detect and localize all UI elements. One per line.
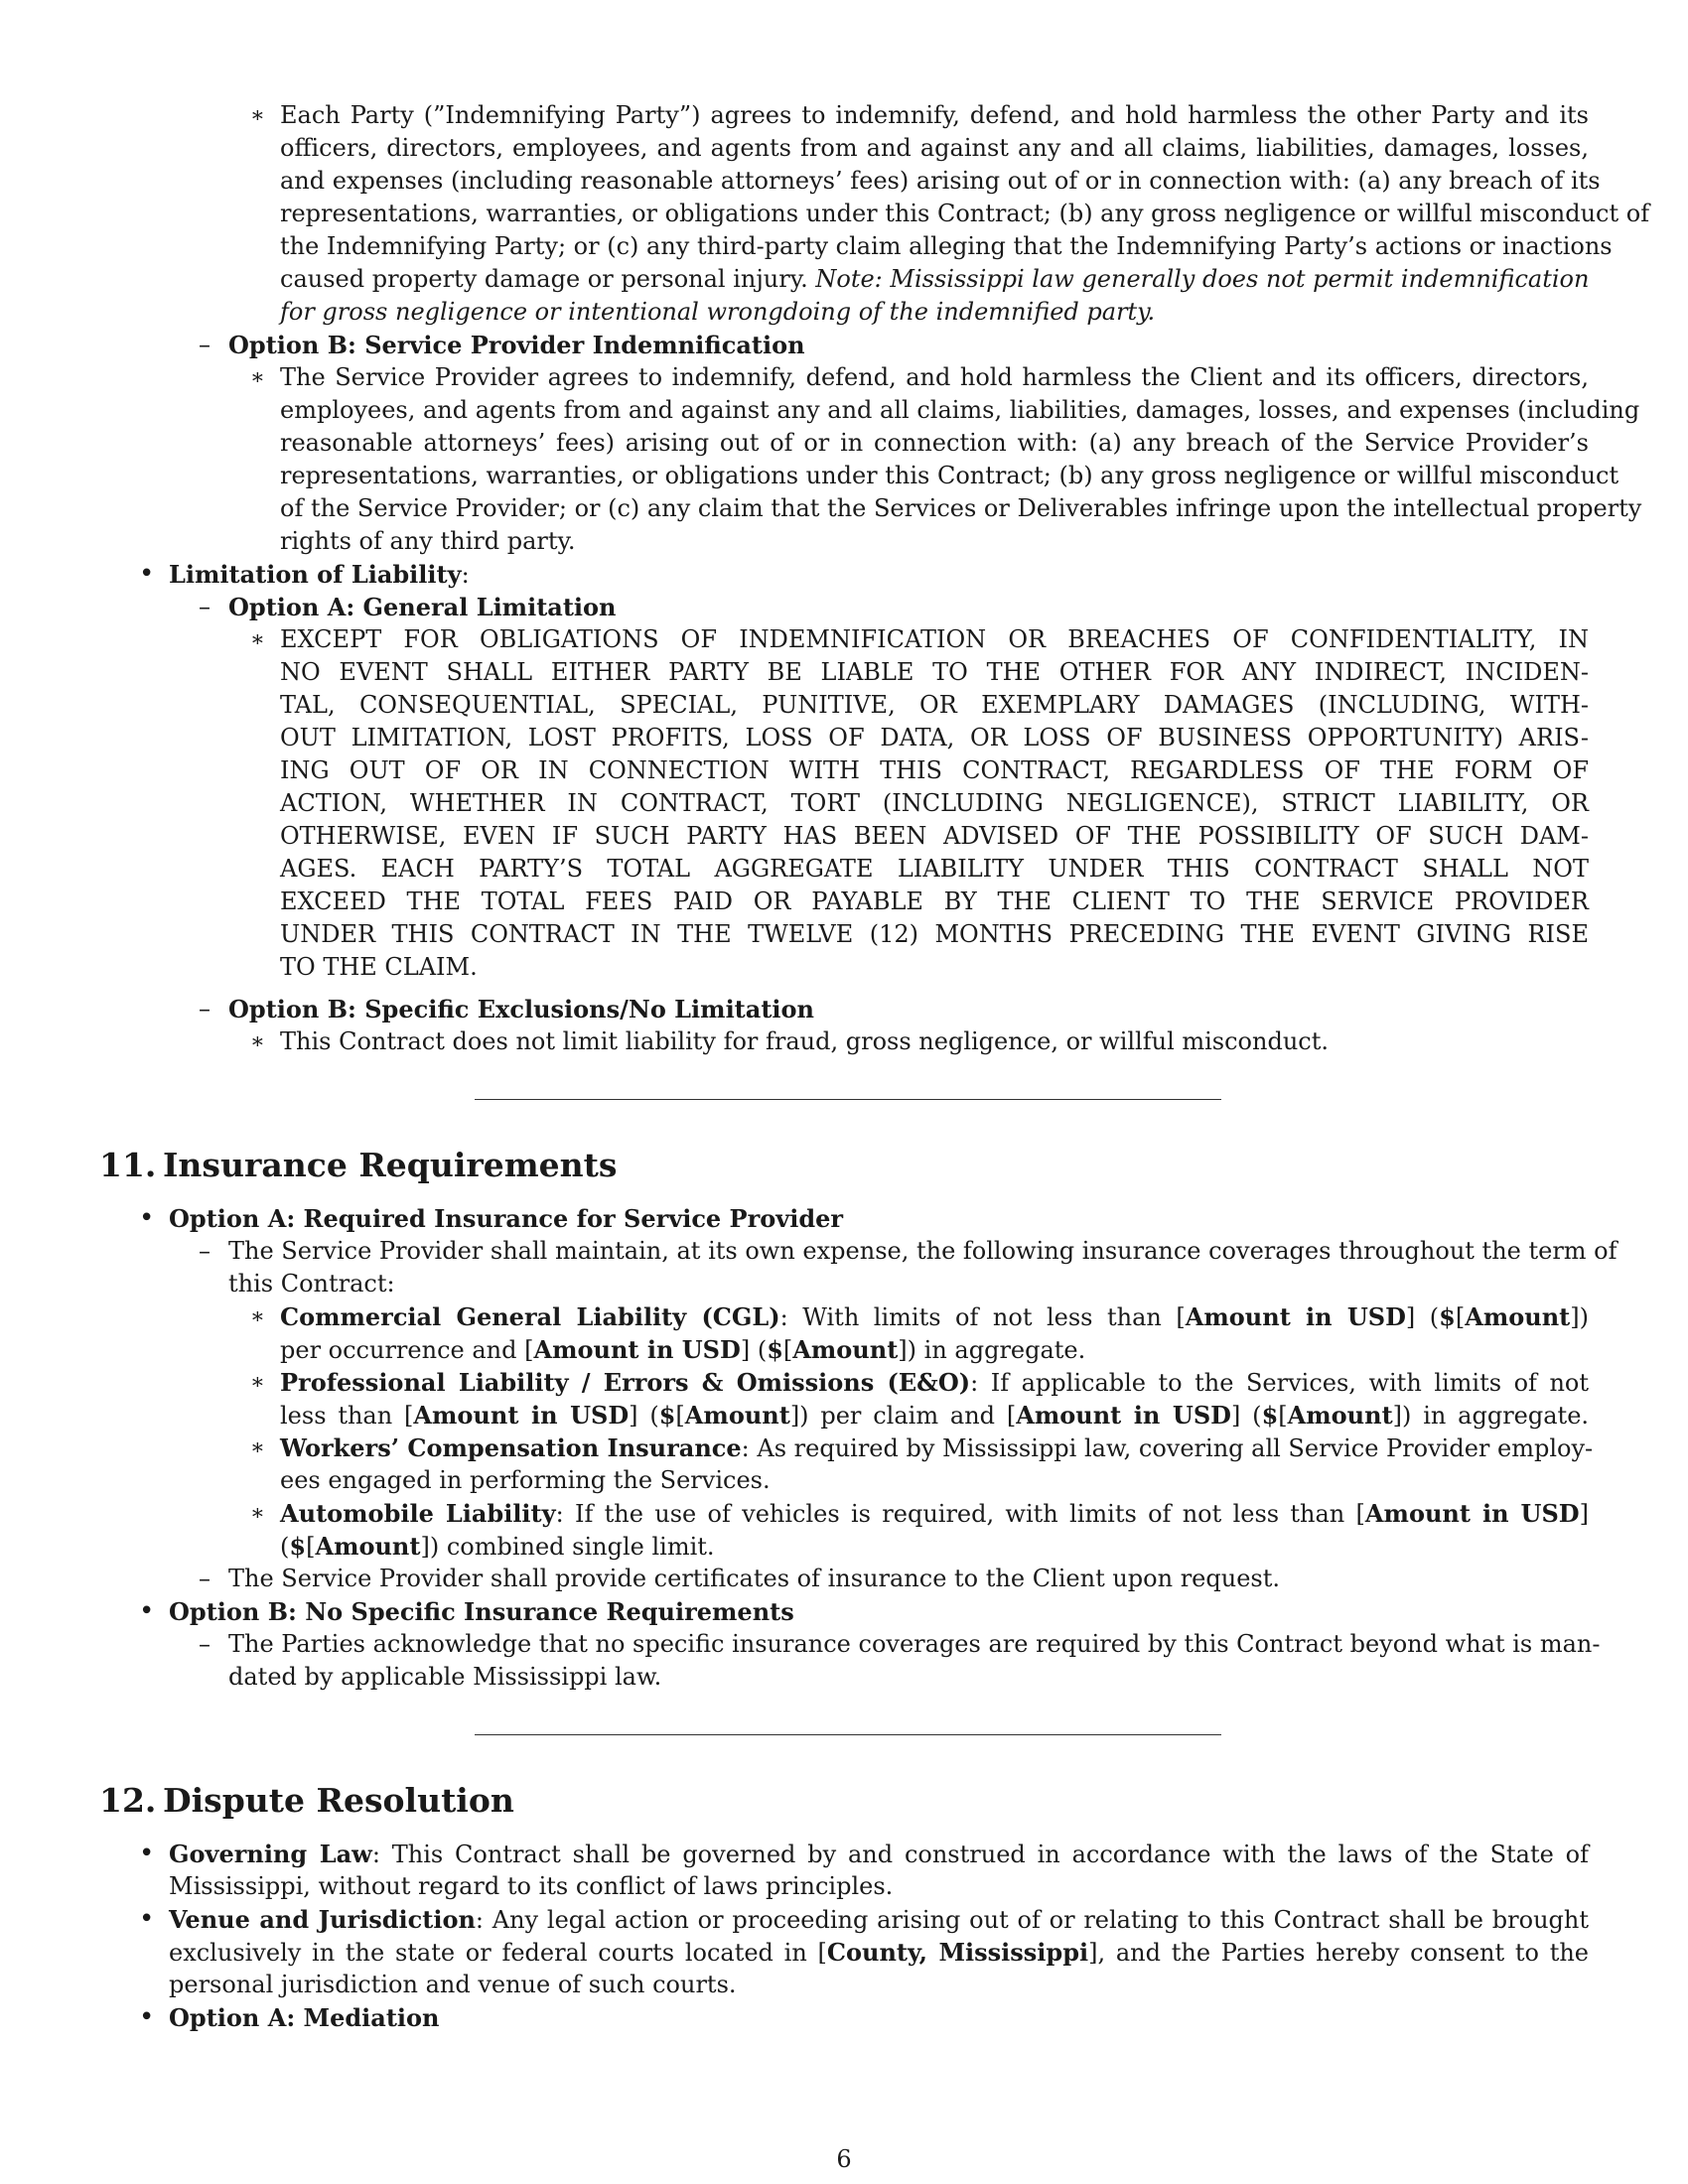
text-line: the Indemnifying Party; or (c) any third-party claim alleging that the Indemnifying Party’s actions or inactions [280,232,1613,260]
text-line: less than [Amount in USD] ($[Amount]) per claim and [Amount in USD] ($[Amount]) in aggregate. [280,1401,1590,1430]
amount-placeholder: Amount [684,1401,790,1430]
amount-placeholder: Amount [1465,1302,1571,1331]
text-line: of the Service Provider; or (c) any claim that the Services or Deliverables infringe upon the intellectual property [280,494,1642,522]
limitation-of-liability-item [139,558,1589,591]
cgl-coverage-item [250,1300,1589,1366]
text-line: Professional Liability / Errors & Omissions (E&O): If applicable to the Services, with limits of not [280,1368,1590,1397]
dash-bullet-icon: – [199,1630,211,1658]
coverage-label: Professional Liability / Errors & Omissions (E&O) [280,1368,971,1397]
text-line: UNDER THIS CONTRACT IN THE TWELVE (12) MONTHS PRECEDING THE EVENT GIVING RISE [280,920,1589,948]
limitation-option-a-heading [199,591,1589,623]
option-heading: Option A: General Limitation [228,593,617,621]
text-line: EXCEPT FOR OBLIGATIONS OF INDEMNIFICATION OR BREACHES OF CONFIDENTIALITY, IN [280,625,1589,653]
asterisk-bullet-icon: ∗ [250,103,265,128]
option-heading: Option B: Service Provider Indemnification [228,331,805,359]
asterisk-bullet-icon: ∗ [250,365,265,390]
mediation-option-item [139,2001,1589,2034]
text-line: dated by applicable Mississippi law. [228,1663,662,1691]
text-line: Workers’ Compensation Insurance: As required by Mississippi law, covering all Service Provider employ- [280,1433,1594,1462]
section-title: Insurance Requirements [163,1146,618,1184]
text-line: This Contract does not limit liability for fraud, gross negligence, or willful misconduct. [280,1027,1329,1055]
service-provider-indemnification-clause [250,361,1642,558]
general-limitation-clause [250,623,1589,984]
amount-placeholder: Amount in USD [1016,1401,1231,1430]
asterisk-bullet-icon: ∗ [250,1435,265,1460]
amount-placeholder: Amount [1287,1401,1393,1430]
text-line: TO THE CLAIM. [280,953,478,981]
amount-placeholder: Amount [315,1532,421,1561]
insurance-option-a-item [139,1202,1589,1235]
governing-law-item [139,1838,1589,1903]
option-heading: Option A: Mediation [169,2003,440,2032]
bullet-dot-icon: • [139,1596,155,1626]
asterisk-bullet-icon: ∗ [250,1304,265,1329]
county-placeholder: County, Mississippi [826,1938,1089,1967]
text-line: The Service Provider shall provide certificates of insurance to the Client upon request. [228,1565,1280,1592]
text-line: Venue and Jurisdiction: Any legal action or proceeding arising out of or relating to this Contract shall be brought [169,1905,1589,1934]
colon: : [461,561,470,589]
text-line: employees, and agents from and against any and all claims, liabilities, damages, losses, and expenses (including [280,396,1640,424]
dash-bullet-icon: – [199,1565,211,1592]
amount-placeholder: Amount in USD [1364,1499,1580,1528]
section-divider [475,1734,1221,1735]
text-line: and expenses (including reasonable attorneys’ fees) arising out of or in connection with: (a) any breach of its [280,167,1601,195]
text-line: per occurrence and [Amount in USD] ($[Amount]) in aggregate. [280,1335,1086,1364]
text-line: ($[Amount]) combined single limit. [280,1532,715,1561]
text-line: ees engaged in performing the Services. [280,1466,771,1494]
dash-bullet-icon: – [199,593,211,620]
asterisk-bullet-icon: ∗ [250,1501,265,1526]
coverage-label: Commercial General Liability (CGL) [280,1302,780,1331]
text-line: Automobile Liability: If the use of vehicles is required, with limits of not less than [Amount in USD] [280,1499,1589,1528]
text-line: ING OUT OF OR IN CONNECTION WITH THIS CONTRACT, REGARDLESS OF THE FORM OF [280,756,1589,784]
coverage-label: Automobile Liability [280,1499,556,1528]
text-line: exclusively in the state or federal courts located in [County, Mississippi], and the Parties hereby consent to the [169,1938,1590,1967]
text-line: representations, warranties, or obligations under this Contract; (b) any gross negligence or willful misconduct of [280,200,1650,227]
mutual-indemnification-clause [250,99,1650,329]
bullet-dot-icon: • [139,1203,155,1233]
option-heading: Option A: Required Insurance for Service Provider [169,1204,844,1233]
section-title: Dispute Resolution [163,1781,514,1820]
text-line: The Service Provider agrees to indemnify, defend, and hold harmless the Client and its officers, directors, [280,363,1589,391]
certificates-item [199,1563,1589,1595]
mississippi-note: Note: Mississippi law generally does not permit indemnification [815,265,1590,293]
no-limitation-clause [250,1025,1589,1058]
section-number: 12. [99,1781,157,1820]
text-line: OTHERWISE, EVEN IF SUCH PARTY HAS BEEN ADVISED OF THE POSSIBILITY OF SUCH DAM- [280,822,1589,850]
text-line: this Contract: [228,1270,395,1297]
section-number: 11. [99,1146,157,1184]
clause-label: Venue and Jurisdiction [169,1905,476,1934]
limitation-option-b-heading [199,993,1589,1025]
indemnification-option-b-heading [199,329,1589,361]
text-line: TAL, CONSEQUENTIAL, SPECIAL, PUNITIVE, OR EXEMPLARY DAMAGES (INCLUDING, WITH- [280,691,1589,719]
text-line: The Parties acknowledge that no specific insurance coverages are required by this Contract beyond what is man- [228,1630,1601,1658]
text-line: EXCEED THE TOTAL FEES PAID OR PAYABLE BY THE CLIENT TO THE SERVICE PROVIDER [280,887,1589,915]
eo-coverage-item [250,1366,1590,1432]
text-line: representations, warranties, or obligations under this Contract; (b) any gross negligence or willful misconduct [280,462,1619,489]
text-line: Governing Law: This Contract shall be governed by and construed in accordance with the laws of the State of [169,1840,1589,1868]
asterisk-bullet-icon: ∗ [250,1370,265,1395]
venue-jurisdiction-item [139,1903,1590,2001]
asterisk-bullet-icon: ∗ [250,1029,265,1054]
amount-placeholder: Amount in USD [533,1335,741,1364]
bullet-dot-icon: • [139,1904,155,1934]
limitation-heading: Limitation of Liability [169,560,462,589]
dash-bullet-icon: – [199,331,211,358]
asterisk-bullet-icon: ∗ [250,627,265,652]
text-line: personal jurisdiction and venue of such courts. [169,1971,737,1998]
amount-placeholder: Amount [792,1335,899,1364]
text-fragment: caused property damage or personal injury. [280,265,816,293]
text-line: The Service Provider shall maintain, at its own expense, the following insurance coverages throughout the term of [228,1237,1618,1265]
text-line: AGES. EACH PARTY’S TOTAL AGGREGATE LIABILITY UNDER THIS CONTRACT SHALL NOT [280,855,1589,883]
insurance-option-b-item [139,1595,1589,1628]
amount-placeholder: Amount in USD [1185,1302,1406,1331]
auto-liability-coverage-item [250,1497,1589,1563]
option-heading: Option B: No Specific Insurance Requirements [169,1597,794,1626]
mississippi-note-cont: for gross negligence or intentional wrongdoing of the indemnified party. [280,298,1156,326]
text-line: OUT LIMITATION, LOST PROFITS, LOSS OF DATA, OR LOSS OF BUSINESS OPPORTUNITY) ARIS- [280,724,1589,751]
text-line: officers, directors, employees, and agents from and against any and all claims, liabilities, damages, losses, [280,134,1589,162]
text-line [280,263,1589,296]
text-line: Commercial General Liability (CGL): With limits of not less than [Amount in USD] ($[Amount]) [280,1302,1589,1331]
no-insurance-clause [199,1628,1601,1694]
bullet-dot-icon: • [139,2002,155,2032]
text-line [280,296,1589,329]
clause-label: Governing Law [169,1840,372,1868]
text-line: NO EVENT SHALL EITHER PARTY BE LIABLE TO THE OTHER FOR ANY INDIRECT, INCIDEN- [280,658,1589,686]
section-11-heading [99,1146,617,1185]
bullet-dot-icon: • [139,559,155,589]
text-line: Each Party (”Indemnifying Party”) agrees to indemnify, defend, and hold harmless the other Party and its [280,101,1589,129]
section-divider [475,1099,1221,1100]
text-line: rights of any third party. [280,527,576,555]
text-line: ACTION, WHETHER IN CONTRACT, TORT (INCLUDING NEGLIGENCE), STRICT LIABILITY, OR [280,789,1589,817]
amount-placeholder: Amount in USD [413,1401,630,1430]
section-12-heading [99,1781,514,1821]
bullet-dot-icon: • [139,1839,155,1868]
dash-bullet-icon: – [199,995,211,1023]
coverage-label: Workers’ Compensation Insurance [280,1433,742,1462]
dash-bullet-icon: – [199,1237,211,1265]
workers-comp-coverage-item [250,1432,1594,1497]
insurance-intro [199,1235,1618,1300]
text-line: reasonable attorneys’ fees) arising out of or in connection with: (a) any breach of the Service Provider’s [280,429,1589,457]
text-line: Mississippi, without regard to its conflict of laws principles. [169,1872,894,1900]
page-number: 6 [836,2145,852,2173]
option-heading: Option B: Specific Exclusions/No Limitation [228,995,814,1024]
